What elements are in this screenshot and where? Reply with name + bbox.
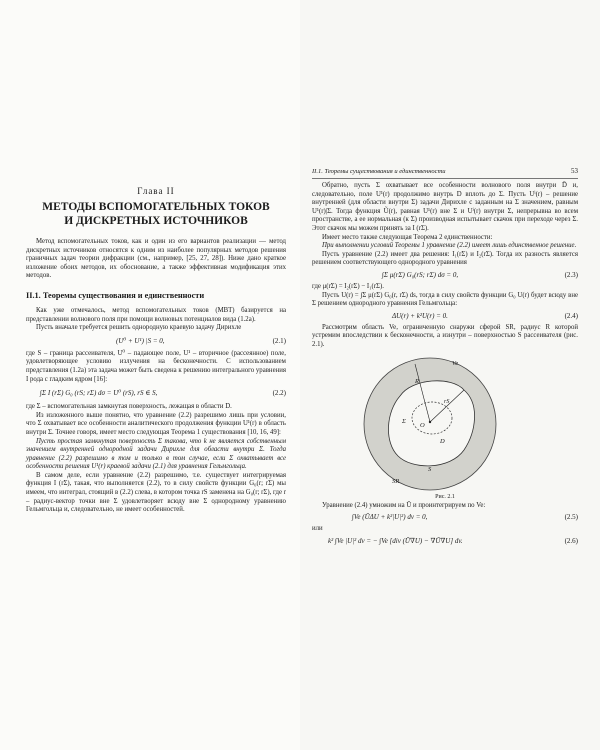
equation-number: (2.5) bbox=[564, 513, 578, 522]
theorem-2: При выполнении условий Теоремы 1 уравнение (2.2) имеет лишь единственное решение. bbox=[322, 242, 577, 250]
paragraph: Пусть U(r) = ∫Σ μ(rΣ) G₀(r, rΣ) ds, тогда в силу свойств функции G₀ U(r) будет всюду вне Σ решением однородного уравнения Гельмгольца: bbox=[312, 291, 578, 308]
paragraph: Пусть уравнение (2.2) имеет два решения: I₁(rΣ) и I₂(rΣ). Тогда их разность является решением соответствующего однородного уравнения bbox=[312, 250, 578, 267]
equation-2-1 bbox=[26, 337, 286, 346]
running-header bbox=[312, 167, 578, 177]
equation-number: (2.6) bbox=[564, 536, 578, 545]
paragraph: Рассмотрим область Ve, ограниченную снаружи сферой SR, радиус R которой устремим впоследствии к бесконечности, а изнутри – поверхностью S рассеивателя (рис. 2.1). bbox=[312, 323, 578, 348]
label-sr: SR bbox=[392, 477, 400, 485]
left-body bbox=[26, 238, 286, 515]
equation-number: (2.4) bbox=[564, 311, 578, 320]
equation-2-4 bbox=[312, 312, 578, 321]
intro-paragraph: Метод вспомогательных токов, как и один из его вариантов реализации — метод дискретных источников относятся к одним из наиболее популярных методов решения граничных задач теории дифракции (см., например, [25, 27, 28]). Ниже дано краткое изложение обоих методов, их обоснование, а также эффективная модификация этих методов. bbox=[26, 238, 286, 280]
running-head: II.1. Теоремы существования и единственности bbox=[312, 168, 446, 175]
paragraph: Как уже отмечалось, метод вспомогательных токов (МВТ) базируется на представлении волнового поля при помощи волновых потенциалов вида (1.2а). bbox=[26, 306, 286, 323]
label-rs: rS bbox=[444, 398, 450, 405]
paragraph: Из изложенного выше понятно, что уравнение (2.2) разрешимо лишь при условии, что Σ охватывает все особенности аналитического продолжения функции U¹(r) в область внутри Σ. Точнее говоря, имеет место следующая Теорема 1 существования [10, 16, 49]: bbox=[26, 411, 286, 436]
paragraph: где μ(rΣ) = I₂(rΣ) − I₁(rΣ). bbox=[312, 282, 384, 290]
equation-number: (2.3) bbox=[564, 270, 578, 279]
equation-number: (2.2) bbox=[272, 389, 286, 398]
section-title: II.1. Теоремы существования и единственности bbox=[26, 290, 205, 300]
paragraph: Имеет место также следующая Теорема 2 единственности: bbox=[322, 233, 493, 241]
figure-2-1 bbox=[312, 354, 578, 494]
equation-2-3 bbox=[312, 271, 578, 280]
chapter-label: Глава II bbox=[137, 186, 175, 196]
page-number: 53 bbox=[571, 167, 578, 175]
paragraph: В самом деле, если уравнение (2.2) разрешимо, т.е. существует интегрируемая функция I (rΣ), такая, что выполняется (2.2), то в силу свойств функции G₀(r; rΣ) мы имеем, что интеграл, стоящий в (2.2) слева, в котором точка rS заменена на G₀(r; rΣ), где r – радиус-вектор точки вне Σ удовлетворяет всюду вне Σ однородному уравнению Гельмгольца и, следовательно, не имеет особенностей. bbox=[26, 471, 286, 514]
paragraph: или bbox=[312, 525, 323, 533]
equation-2-6 bbox=[312, 537, 578, 546]
chapter-title-line-2: И ДИСКРЕТНЫХ ИСТОЧНИКОВ bbox=[64, 215, 248, 227]
header-rule bbox=[312, 178, 578, 179]
paragraph: Уравнение (2.4) умножим на Ū и проинтегрируем по Ve: bbox=[322, 501, 486, 509]
right-body bbox=[312, 182, 578, 549]
equation-number: (2.1) bbox=[272, 336, 286, 345]
label-r: R bbox=[415, 377, 419, 385]
paragraph: где S – граница рассеивателя, U⁰ – падающее поле, U¹ – вторичное (рассеянное) поле, удовлетворяющее условию излучения на бесконечности. С использованием представления (1.2а) эта задача может быть сведена к решению интегрального уравнения I рода с гладким ядром [16]: bbox=[26, 349, 286, 383]
label-ve: Ve bbox=[452, 359, 459, 367]
paragraph: Обратно, пусть Σ охватывает все особенности волнового поля внутри D̄ и, следовательно, поле U¹(r) продолжимо внутрь D вплоть до Σ. Пусть Uⁱ(r) – решение внутренней (для области внутри Σ) задачи Дирихле с заданным на Σ значением, равным U¹(r)|Σ. Тогда функция Ũ(r), равная U¹(r) вне Σ и Uⁱ(r) внутри Σ, непрерывна во всем пространстве, а ее нормальная (к Σ) производная испытывает скачок при переходе через Σ. Этот скачок мы можем принять за I (rΣ). bbox=[312, 182, 578, 232]
figure-diagram bbox=[312, 354, 578, 494]
equation-2-2 bbox=[26, 389, 286, 398]
chapter-title-line-1: МЕТОДЫ ВСПОМОГАТЕЛЬНЫХ ТОКОВ bbox=[42, 201, 270, 213]
equation-2-5 bbox=[312, 513, 578, 522]
equation-body: ∫Σ μ(rΣ) G₀(rS; rΣ) dσ = 0, bbox=[382, 270, 459, 279]
equation-body: ΔU(r) + k²U(r) = 0. bbox=[392, 311, 448, 320]
label-s: S bbox=[428, 465, 432, 473]
equation-body: k² ∫Ve |U|² dv = − ∫Ve [div (Ū∇U) − ∇Ū∇U] dv. bbox=[328, 536, 463, 545]
equation-body: ∫Σ I (rΣ) G₀ (rS; rΣ) dσ = U⁰ (rS), rS ∈ S, bbox=[40, 389, 158, 398]
label-sigma: Σ bbox=[402, 417, 406, 425]
figure-caption: Рис. 2.1 bbox=[435, 493, 455, 500]
origin-point bbox=[429, 420, 431, 422]
theorem-1: Пусть простая замкнутая поверхность Σ такова, что k не является собственным значением внутренней однородной задачи Дирихле для области внутри Σ. Тогда уравнение (2.2) разрешимо в том и только в том случае, если Σ охватывает все особенности решения U¹(r) краевой задачи (2.1) для уравнения Гельмгольца. bbox=[26, 437, 286, 471]
equation-body: ∫Ve (ŪΔU + k²|U|²) dv = 0, bbox=[352, 513, 428, 522]
chapter-title bbox=[26, 200, 286, 228]
equation-body: (U⁰ + U¹) |S = 0, bbox=[116, 336, 165, 345]
label-d: D bbox=[440, 437, 445, 445]
section-heading bbox=[26, 291, 286, 300]
paragraph: Пусть вначале требуется решить однородную краевую задачу Дирихле bbox=[36, 324, 242, 332]
right-page bbox=[300, 0, 600, 750]
paragraph: где Σ – вспомогательная замкнутая поверхность, лежащая в области D. bbox=[26, 403, 232, 411]
label-o: O bbox=[420, 421, 425, 429]
